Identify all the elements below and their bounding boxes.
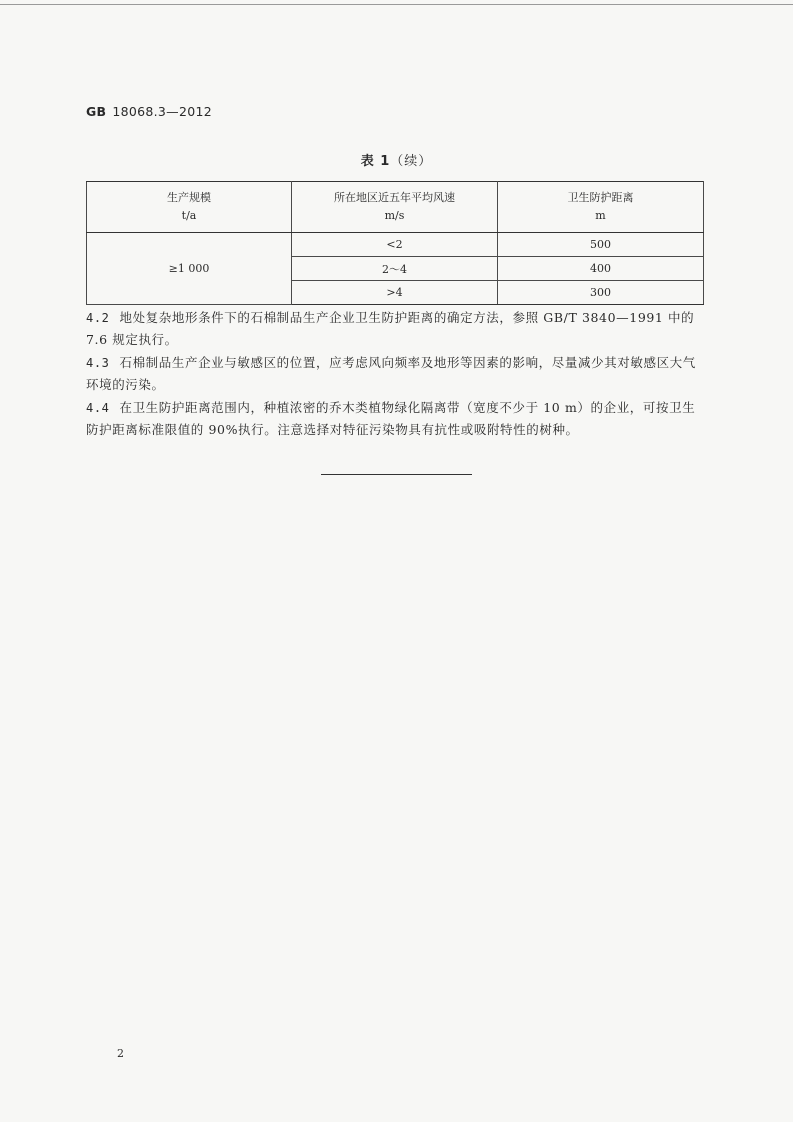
standard-header xyxy=(86,104,212,119)
table-row xyxy=(87,233,704,257)
header-scale-name: 生产规模 xyxy=(167,191,211,204)
header-cell-scale xyxy=(87,182,292,233)
table-header-row xyxy=(87,182,704,233)
table-caption-title: 表 1 xyxy=(360,154,391,169)
page-number: 2 xyxy=(117,1047,124,1060)
clause-text: 在卫生防护距离范围内，种植浓密的乔木类植物绿化隔离带（宽度不少于 10 m）的企业，可按卫生防护距离标准限值的 90%执行。注意选择对特征污染物具有抗性或吸附特性的树种。 xyxy=(86,400,696,437)
header-scale-unit: t/a xyxy=(181,209,197,222)
end-of-text-rule xyxy=(321,474,472,475)
standard-prefix: GB xyxy=(86,104,107,119)
wind-cell: 2～4 xyxy=(292,257,498,281)
clause-text: 地处复杂地形条件下的石棉制品生产企业卫生防护距离的确定方法，参照 GB/T 3840—1991 中的 7.6 规定执行。 xyxy=(86,310,695,347)
header-cell-wind xyxy=(292,182,498,233)
wind-cell: >4 xyxy=(292,281,498,305)
clause-number: 4.4 xyxy=(86,401,110,415)
clause-4-3 xyxy=(86,352,706,396)
standard-number: 18068.3—2012 xyxy=(112,104,212,119)
table-caption xyxy=(0,150,793,169)
distance-cell: 400 xyxy=(498,257,704,281)
clause-4-4 xyxy=(86,397,706,441)
clause-number: 4.2 xyxy=(86,311,110,325)
wind-cell: <2 xyxy=(292,233,498,257)
header-distance-name: 卫生防护距离 xyxy=(567,191,634,204)
top-border-line xyxy=(0,4,793,5)
header-distance-unit: m xyxy=(595,209,606,222)
header-cell-distance xyxy=(498,182,704,233)
clause-4-2 xyxy=(86,307,706,351)
header-wind-name: 所在地区近五年平均风速 xyxy=(334,191,455,204)
table-caption-suffix: （续） xyxy=(390,154,433,169)
distance-cell: 300 xyxy=(498,281,704,305)
clause-number: 4.3 xyxy=(86,356,110,370)
protection-distance-table xyxy=(86,181,704,305)
scale-cell: ≥1 000 xyxy=(87,233,292,305)
clause-text: 石棉制品生产企业与敏感区的位置，应考虑风向频率及地形等因素的影响，尽量减少其对敏感区大气环境的污染。 xyxy=(86,355,696,392)
distance-cell: 500 xyxy=(498,233,704,257)
header-wind-unit: m/s xyxy=(384,209,405,222)
